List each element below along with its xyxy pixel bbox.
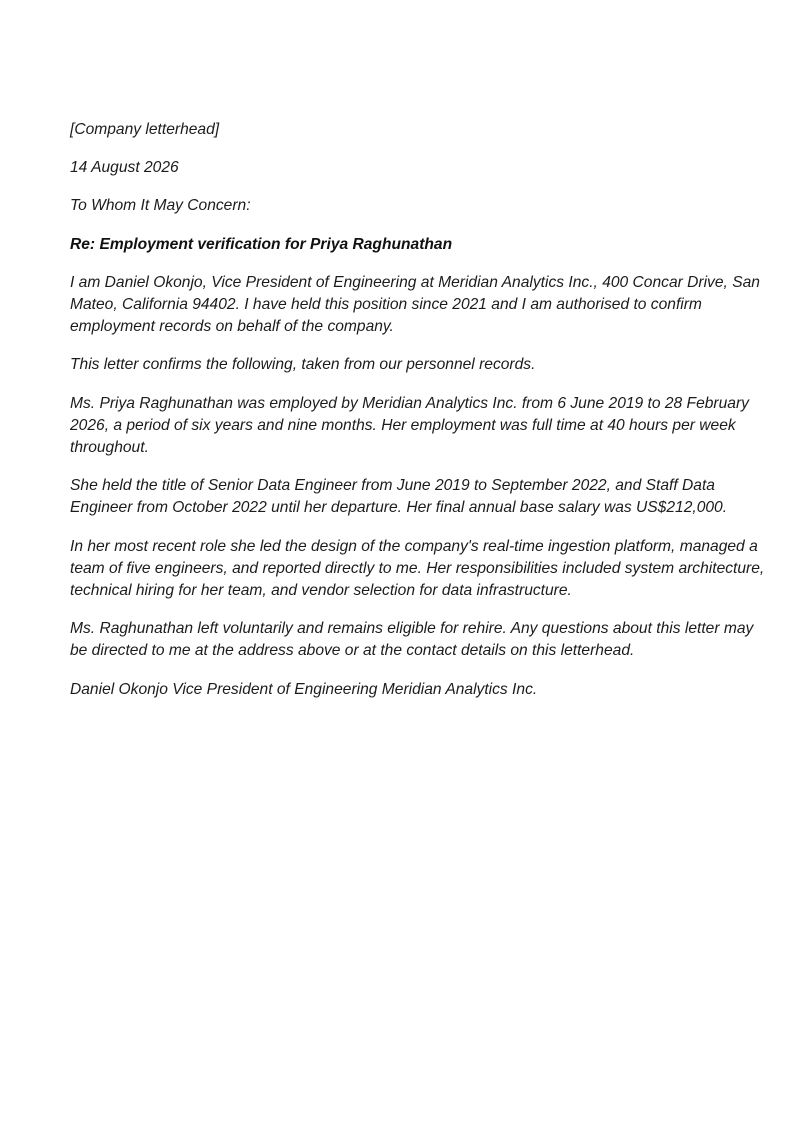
paragraph-titles-salary: She held the title of Senior Data Engineer from June 2019 to September 2022, and Staff Data Engineer from October 2022 until her departure. Her final annual base salary was US$212,000. [70,477,728,517]
paragraph-introduction: I am Daniel Okonjo, Vice President of Engineering at Meridian Analytics Inc., 400 Concar Drive, San Mateo, California 94402. I have held this position since 2021 and I am authorised to confirm employment records on behalf of the company. [70,273,760,336]
paragraph-employment-period: Ms. Priya Raghunathan was employed by Meridian Analytics Inc. from 6 June 2019 to 28 February 2026, a period of six years and nine months. Her employment was full time at 40 hours per week throughout. [70,394,749,457]
salutation: To Whom It May Concern: [70,197,251,215]
paragraph-responsibilities: In her most recent role she led the design of the company's real-time ingestion platform, managed a team of five engineers, and reported directly to me. Her responsibilities included system architecture, technical hiring for her team, and vendor selection for data infrastructure. [70,537,765,600]
subject-line: Re: Employment verification for Priya Raghunathan [70,235,453,253]
signature-block: Daniel Okonjo Vice President of Engineering Meridian Analytics Inc. [70,680,538,698]
letter-date: 14 August 2026 [70,159,179,177]
letterhead-placeholder: [Company letterhead] [70,121,220,138]
paragraph-departure: Ms. Raghunathan left voluntarily and remains eligible for rehire. Any questions about this letter may be directed to me at the address above or at the contact details on this letterhead. [70,620,754,660]
letter-body [70,119,765,717]
paragraph-confirmation: This letter confirms the following, taken from our personnel records. [70,356,536,374]
